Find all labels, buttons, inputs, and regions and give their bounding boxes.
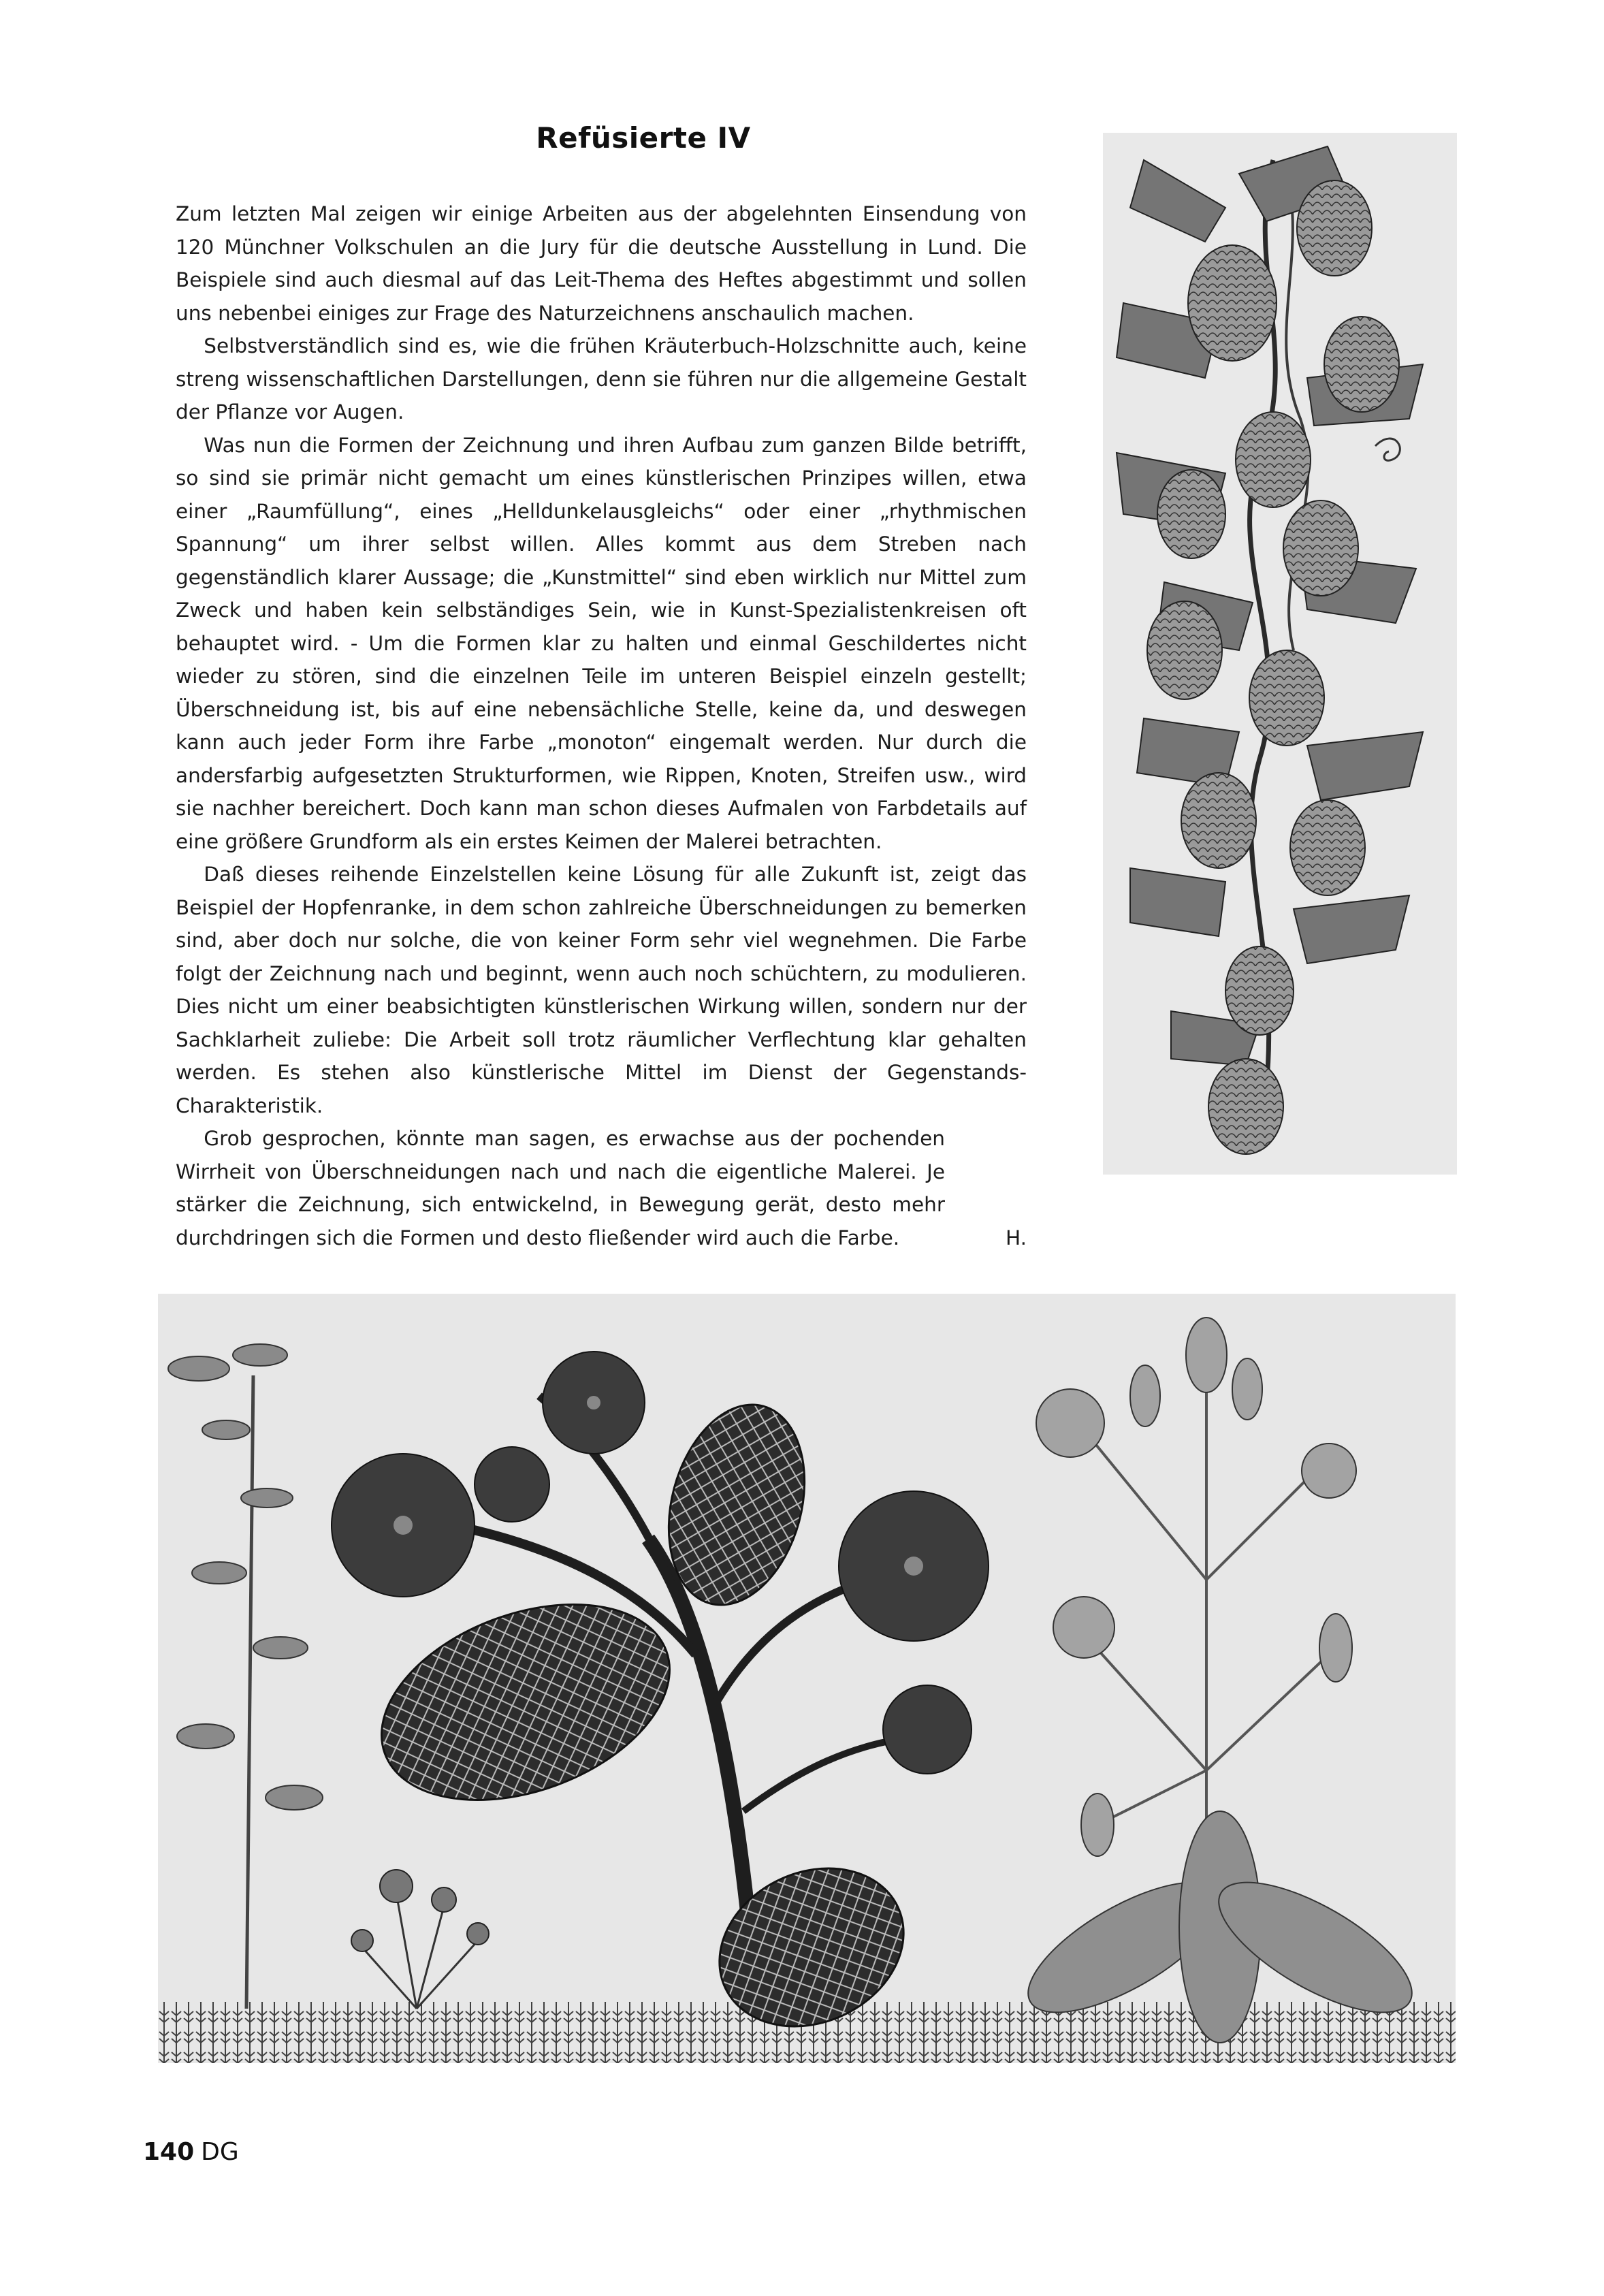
article-title: Refüsierte IV — [536, 121, 751, 155]
journal-abbreviation: DG — [201, 2138, 239, 2166]
author-signature: H. — [1005, 1226, 1027, 1249]
article-body — [176, 197, 1027, 1255]
hop-vine-illustration — [1103, 133, 1457, 1175]
closing-paragraph-row — [176, 1122, 1027, 1254]
hop-vine-drawing — [1103, 133, 1457, 1175]
article-paragraph: Grob gesprochen, könnte man sagen, es erwachse aus der pochenden Wirrheit von Überschneidungen nach und nach die eigentliche Malerei. Je stärker die Zeichnung, sich entwickelnd, in Bewegung gerät, desto mehr durchdringen sich die Formen und desto fließender wird auch die Farbe. — [176, 1127, 945, 1249]
meadow-flowers-drawing — [158, 1294, 1456, 2063]
page-number: 140 — [143, 2138, 195, 2166]
page-footer — [143, 2138, 239, 2166]
article-paragraph: Zum letzten Mal zeigen wir einige Arbeiten aus der abgelehnten Einsendung von 120 Münchner Volkschulen an die Jury für die deutsche Ausstellung in Lund. Die Beispiele sind auch diesmal auf das Leit-Thema des Heftes abgestimmt und sollen uns nebenbei einiges zur Frage des Naturzeichnens anschaulich machen. — [176, 202, 1027, 325]
meadow-flowers-illustration — [158, 1294, 1456, 2063]
article-paragraph: Selbstverständlich sind es, wie die frühen Kräuterbuch-Holzschnitte auch, keine streng wissenschaftlichen Darstellungen, denn sie führen nur die allgemeine Gestalt der Pflanze vor Augen. — [176, 334, 1027, 424]
article-paragraph: Was nun die Formen der Zeichnung und ihren Aufbau zum ganzen Bilde betrifft, so sind sie primär nicht gemacht um eines künstlerischen Prinzipes willen, etwa einer „Raumfüllung“, eines „Helldunkelausgleichs“ oder einer „rhythmischen Spannung“ um ihrer selbst willen. Alles kommt aus dem Streben nach gegenständlich klarer Aussage; die „Kunstmittel“ sind eben wirklich nur Mittel zum Zweck und haben kein selbständiges Sein, wie in Kunst-Spezialistenkreisen oft behauptet wird. - Um die Formen klar zu halten und einmal Geschildertes nicht wieder zu stören, sind die einzelnen Teile im unteren Beispiel einzeln gestellt; Überschneidung ist, bis auf eine nebensächliche Stelle, keine da, und deswegen kann auch jeder Form ihre Farbe „monoton“ eingemalt werden. Nur durch die andersfarbig aufgesetzten Strukturformen, wie Rippen, Knoten, Streifen usw., wird sie nachher bereichert. Doch kann man schon dieses Aufmalen von Farbdetails auf eine größere Grundform als ein erstes Keimen der Malerei betrachten. — [176, 433, 1027, 853]
article-paragraph: Daß dieses reihende Einzelstellen keine Lösung für alle Zukunft ist, zeigt das Beispiel der Hopfenranke, in dem schon zahlreiche Überschneidungen zu bemerken sind, aber doch nur solche, die von keiner Form sehr viel wegnehmen. Die Farbe folgt der Zeichnung nach und beginnt, wenn auch noch schüchtern, zu modulieren. Dies nicht um einer beabsichtigten künstlerischen Wirkung willen, sondern nur der Sachklarheit zuliebe: Die Arbeit soll trotz räumlicher Verflechtung klar gehalten werden. Es stehen also künstlerische Mittel im Dienst der Gegenstands-Charakteristik. — [176, 863, 1027, 1117]
